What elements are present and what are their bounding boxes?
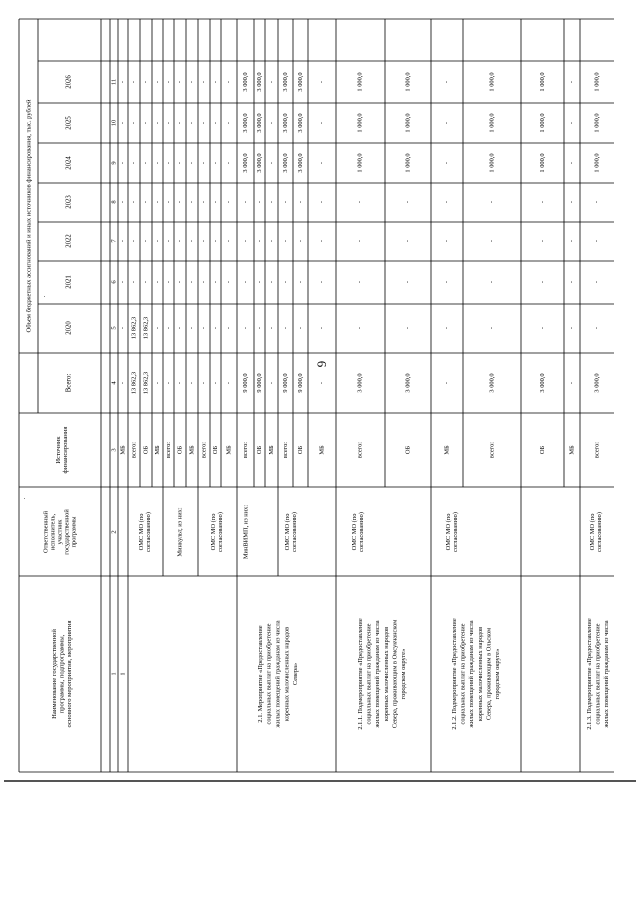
value-cell: - (318, 161, 326, 165)
value-cell: - (153, 326, 161, 330)
header-col-number: 5 (110, 326, 118, 330)
header-col-number: 1 (110, 672, 118, 676)
header-year-2022: 2022 (65, 234, 73, 248)
value-cell: - (356, 200, 364, 204)
value-cell: - (153, 121, 161, 125)
executor-omsu: ОМС МО (по (209, 513, 217, 551)
source-cell: ОБ (255, 445, 263, 455)
value-cell: - (164, 239, 172, 243)
event-2-1-1: жилых помещений гражданам из числа (374, 620, 382, 728)
event-2-1-1: коренных малочисленных народов (382, 626, 390, 722)
source-cell: ОБ (176, 445, 184, 455)
value-cell: - (211, 80, 219, 84)
header-executor: участник (56, 519, 64, 545)
value-cell: - (164, 381, 172, 385)
value-cell: - (568, 161, 576, 165)
header-year-2020: 2020 (65, 321, 73, 335)
value-cell: - (200, 161, 208, 165)
value-cell: - (568, 239, 576, 243)
value-cell: - (593, 239, 601, 243)
value-cell: - (255, 280, 263, 284)
event-2-1-2: социальных выплат на приобретение (459, 623, 467, 725)
value-cell: - (200, 280, 208, 284)
value-cell: - (267, 280, 275, 284)
value-cell: 9 000,0 (241, 373, 249, 393)
value-cell: - (200, 80, 208, 84)
value-cell: - (538, 280, 546, 284)
executor-omsu: согласованию) (596, 512, 604, 552)
event-2-1-1: социальных выплат на приобретение (365, 623, 373, 725)
value-cell: - (200, 381, 208, 385)
value-cell: - (404, 200, 412, 204)
value-cell: 13 862,3 (130, 371, 138, 395)
event-2-1-2: 2.1.2. Подмероприятие «Предоставление (450, 618, 458, 730)
executor-omsu: ОМС МО (по (283, 513, 291, 551)
value-cell: - (142, 280, 150, 284)
value-cell: - (593, 200, 601, 204)
value-cell: 1 000,0 (356, 72, 364, 92)
event-2-1-3: 2.1.3. Подмероприятие «Предоставление (585, 618, 593, 730)
value-cell: - (255, 200, 263, 204)
value-cell: - (211, 381, 219, 385)
value-cell: - (267, 381, 275, 385)
value-cell: - (538, 200, 546, 204)
value-cell: - (267, 80, 275, 84)
value-cell: - (130, 239, 138, 243)
value-cell: - (176, 80, 184, 84)
source-cell: МБ (318, 445, 326, 455)
value-cell: 1 000,0 (538, 113, 546, 133)
value-cell: 1 000,0 (488, 72, 496, 92)
value-cell: - (142, 239, 150, 243)
value-cell: - (281, 280, 289, 284)
value-cell: - (267, 326, 275, 330)
value-cell: - (225, 280, 233, 284)
page-number: 6 (314, 360, 330, 368)
header-executor: Ответственный (42, 510, 50, 554)
value-cell: - (130, 161, 138, 165)
value-cell: - (200, 200, 208, 204)
source-cell: всего: (164, 441, 172, 459)
source-cell: ОБ (404, 445, 412, 455)
value-cell: - (296, 200, 304, 204)
source-cell: всего: (130, 441, 138, 459)
value-cell: - (119, 280, 127, 284)
value-cell: - (225, 239, 233, 243)
value-cell: 3 000,0 (241, 153, 249, 173)
header-total: Всего: (65, 373, 73, 393)
header-executor: программы (70, 516, 78, 548)
value-cell: - (119, 80, 127, 84)
value-cell: - (164, 161, 172, 165)
source-cell: всего: (593, 441, 601, 459)
value-cell: 3 000,0 (404, 373, 412, 393)
value-cell: 3 000,0 (241, 113, 249, 133)
value-cell: - (176, 161, 184, 165)
executor-omsu: ОМС МО (по (350, 513, 358, 551)
value-cell: - (225, 200, 233, 204)
header-col-number: 2 (110, 530, 118, 534)
value-cell: - (296, 280, 304, 284)
value-cell: 1 000,0 (488, 153, 496, 173)
event-2-1-1: 2.1.1. Подмероприятие «Предоставление (356, 618, 364, 730)
event-2-1: коренных малочисленных народов (283, 626, 291, 722)
value-cell: 13 862,3 (130, 316, 138, 340)
value-cell: 1 000,0 (356, 153, 364, 173)
value-cell: 13 862,3 (142, 371, 150, 395)
value-cell: 3 000,0 (296, 153, 304, 173)
header-col-number: 8 (110, 200, 118, 204)
value-cell: 1 000,0 (593, 113, 601, 133)
value-cell: - (296, 239, 304, 243)
source-cell: МБ (225, 445, 233, 455)
value-cell: - (356, 239, 364, 243)
value-cell: - (119, 121, 127, 125)
value-cell: 1 000,0 (488, 113, 496, 133)
header-volume: Объем бюджетных ассигнований и иных источников финансирования, тыс. рублей (25, 99, 33, 333)
value-cell: - (153, 161, 161, 165)
value-cell: 3 000,0 (255, 113, 263, 133)
value-cell: - (211, 326, 219, 330)
value-cell: - (404, 239, 412, 243)
value-cell: - (188, 280, 196, 284)
value-cell: 1 000,0 (593, 72, 601, 92)
event-2-1-3: социальных выплат на приобретение (594, 623, 602, 725)
event-2-1: 2.1. Мероприятие «Предоставление (256, 625, 264, 723)
value-cell: 1 000,0 (356, 113, 364, 133)
source-cell: ОБ (211, 445, 219, 455)
value-cell: - (188, 121, 196, 125)
header-executor: государственной (63, 509, 71, 555)
value-cell: - (488, 326, 496, 330)
source-cell: МБ (267, 445, 275, 455)
event-2-1: жилых помещений гражданам из числа (274, 620, 282, 728)
value-cell: - (164, 121, 172, 125)
value-cell: - (568, 80, 576, 84)
value-cell: 3 000,0 (281, 113, 289, 133)
value-cell: - (443, 161, 451, 165)
value-cell: - (281, 200, 289, 204)
value-cell: - (200, 326, 208, 330)
value-cell: - (255, 239, 263, 243)
source-cell: ОБ (296, 445, 304, 455)
header-col-number: 11 (110, 78, 118, 86)
header-col-number: 3 (110, 448, 118, 452)
value-cell: - (241, 200, 249, 204)
executor-omsu: ОМС МО (по (137, 513, 145, 551)
value-cell: - (593, 280, 601, 284)
value-cell: 3 000,0 (593, 373, 601, 393)
source-cell: ОБ (142, 445, 150, 455)
source-cell: МБ (188, 445, 196, 455)
executor-minkult: Минкульт, из них: (176, 507, 184, 557)
value-cell: 3 000,0 (281, 72, 289, 92)
value-cell: - (488, 239, 496, 243)
header-source: финансирования (62, 426, 70, 474)
value-cell: - (267, 200, 275, 204)
value-cell: - (176, 200, 184, 204)
value-cell: - (225, 381, 233, 385)
executor-omsu: ОМС МО (по (588, 513, 596, 551)
value-cell: - (225, 121, 233, 125)
value-cell: - (241, 326, 249, 330)
header-year-2026: 2026 (65, 75, 73, 89)
event-2-1: социальных выплат на приобретение (265, 623, 273, 725)
source-cell: всего: (488, 441, 496, 459)
value-cell: 3 000,0 (538, 373, 546, 393)
value-cell: 3 000,0 (488, 373, 496, 393)
value-cell: 3 000,0 (296, 113, 304, 133)
value-cell: - (241, 239, 249, 243)
source-cell: МБ (568, 445, 576, 455)
value-cell: 9 000,0 (296, 373, 304, 393)
value-cell: 13 862,3 (142, 316, 150, 340)
header-year-2021: 2021 (65, 275, 73, 289)
event-2-1-2: городском округе» (493, 648, 501, 700)
value-cell: - (119, 161, 127, 165)
value-cell: - (130, 280, 138, 284)
value-cell: - (164, 200, 172, 204)
value-cell: - (255, 326, 263, 330)
value-cell: - (356, 280, 364, 284)
value-cell: 1 000,0 (404, 113, 412, 133)
value-cell: - (318, 239, 326, 243)
value-cell: - (142, 121, 150, 125)
executor-omsu: ОМС МО (по (444, 513, 452, 551)
source-cell: всего: (200, 441, 208, 459)
source-cell: МБ (153, 445, 161, 455)
page-divider (4, 780, 636, 782)
value-cell: - (211, 280, 219, 284)
value-cell: - (568, 121, 576, 125)
value-cell: - (188, 80, 196, 84)
value-cell: - (318, 326, 326, 330)
source-cell: всего: (356, 441, 364, 459)
value-cell: - (267, 121, 275, 125)
value-cell: - (443, 200, 451, 204)
event-2-1-2: жилых помещений гражданам из числа (468, 620, 476, 728)
header-year-2025: 2025 (65, 116, 73, 130)
value-cell: - (225, 80, 233, 84)
value-cell: - (142, 80, 150, 84)
value-cell: - (225, 161, 233, 165)
header-col-number: 9 (110, 161, 118, 165)
value-cell: 1 000,0 (593, 153, 601, 173)
event-col-blank: 1 (119, 672, 127, 676)
source-cell: МБ (119, 445, 127, 455)
value-cell: 3 000,0 (281, 153, 289, 173)
executor-omsu: согласованию) (291, 512, 299, 552)
value-cell: - (281, 326, 289, 330)
value-cell: - (488, 280, 496, 284)
value-cell: - (241, 280, 249, 284)
value-cell: - (443, 80, 451, 84)
value-cell: - (443, 280, 451, 284)
executor-omsu: согласованию) (217, 512, 225, 552)
value-cell: - (164, 280, 172, 284)
value-cell: - (356, 326, 364, 330)
event-2-1-1: Севера, проживающим в Омсукчанском (391, 619, 399, 729)
value-cell: - (267, 161, 275, 165)
source-cell: ОБ (538, 445, 546, 455)
header-event-name: Наименование государственной (51, 629, 59, 719)
value-cell: - (130, 80, 138, 84)
header-year-2023: 2023 (65, 195, 73, 209)
value-cell: - (443, 121, 451, 125)
header-event-name: программы, подпрограммы, (58, 634, 66, 714)
header-year-2024: 2024 (65, 156, 73, 170)
value-cell: - (200, 121, 208, 125)
value-cell: - (568, 381, 576, 385)
event-2-1-1: городском округе» (399, 648, 407, 700)
value-cell: - (130, 121, 138, 125)
value-cell: 1 000,0 (404, 153, 412, 173)
value-cell: - (119, 239, 127, 243)
source-cell: всего: (281, 441, 289, 459)
value-cell: - (130, 200, 138, 204)
value-cell: - (318, 381, 326, 385)
value-cell: - (142, 200, 150, 204)
value-cell: - (153, 200, 161, 204)
value-cell: - (153, 381, 161, 385)
source-cell: МБ (443, 445, 451, 455)
value-cell: - (443, 326, 451, 330)
value-cell: - (119, 381, 127, 385)
value-cell: - (211, 121, 219, 125)
value-cell: - (538, 326, 546, 330)
header-col-number: 10 (110, 119, 118, 127)
value-cell: - (211, 200, 219, 204)
value-cell: - (176, 239, 184, 243)
source-cell: всего: (241, 441, 249, 459)
value-cell: - (443, 239, 451, 243)
value-cell: - (119, 200, 127, 204)
value-cell: - (188, 200, 196, 204)
value-cell: - (164, 80, 172, 84)
value-cell: - (593, 326, 601, 330)
value-cell: - (211, 239, 219, 243)
value-cell: - (176, 326, 184, 330)
value-cell: - (142, 161, 150, 165)
header-executor: исполнитель, (49, 513, 57, 551)
value-cell: - (188, 381, 196, 385)
value-cell: - (318, 121, 326, 125)
value-cell: - (443, 381, 451, 385)
value-cell: - (538, 239, 546, 243)
executor-minvimp: МинВИМП, из них: (242, 504, 250, 560)
value-cell: - (153, 80, 161, 84)
value-cell: 3 000,0 (356, 373, 364, 393)
value-cell: 3 000,0 (255, 153, 263, 173)
event-2-1-2: Севера, проживающим в Ольском (485, 627, 493, 721)
value-cell: - (153, 280, 161, 284)
value-cell: - (188, 326, 196, 330)
value-cell: - (488, 200, 496, 204)
value-cell: - (225, 326, 233, 330)
value-cell: - (153, 239, 161, 243)
executor-omsu: согласованию) (145, 512, 153, 552)
value-cell: - (176, 381, 184, 385)
executor-omsu: согласованию) (452, 512, 460, 552)
value-cell: - (568, 326, 576, 330)
header-col-number: 6 (110, 280, 118, 284)
value-cell: - (211, 161, 219, 165)
value-cell: - (568, 280, 576, 284)
header-source: Источник (54, 436, 62, 464)
value-cell: - (318, 200, 326, 204)
value-cell: 1 000,0 (538, 153, 546, 173)
header-col-number: 7 (110, 239, 118, 243)
value-cell: - (404, 326, 412, 330)
value-cell: 3 000,0 (255, 72, 263, 92)
event-2-1: Севера» (292, 662, 300, 686)
header-event-name: основного мероприятия, мероприятия (65, 620, 73, 728)
header-col-number: 4 (110, 381, 118, 385)
value-cell: - (176, 121, 184, 125)
value-cell: 9 000,0 (255, 373, 263, 393)
value-cell: - (164, 326, 172, 330)
value-cell: - (267, 239, 275, 243)
value-cell: - (200, 239, 208, 243)
value-cell: 1 000,0 (538, 72, 546, 92)
value-cell: - (188, 239, 196, 243)
value-cell: 3 000,0 (296, 72, 304, 92)
value-cell: - (188, 161, 196, 165)
value-cell: - (296, 326, 304, 330)
value-cell: - (318, 280, 326, 284)
value-cell: 9 000,0 (281, 373, 289, 393)
event-2-1-2: коренных малочисленных народов (476, 626, 484, 722)
event-2-1-3: жилых помещений гражданам из числа (603, 620, 611, 728)
value-cell: 1 000,0 (404, 72, 412, 92)
value-cell: - (119, 326, 127, 330)
executor-omsu: согласованию) (358, 512, 366, 552)
value-cell: - (318, 80, 326, 84)
value-cell: - (404, 280, 412, 284)
value-cell: 3 000,0 (241, 72, 249, 92)
value-cell: - (176, 280, 184, 284)
value-cell: - (281, 239, 289, 243)
value-cell: - (568, 200, 576, 204)
